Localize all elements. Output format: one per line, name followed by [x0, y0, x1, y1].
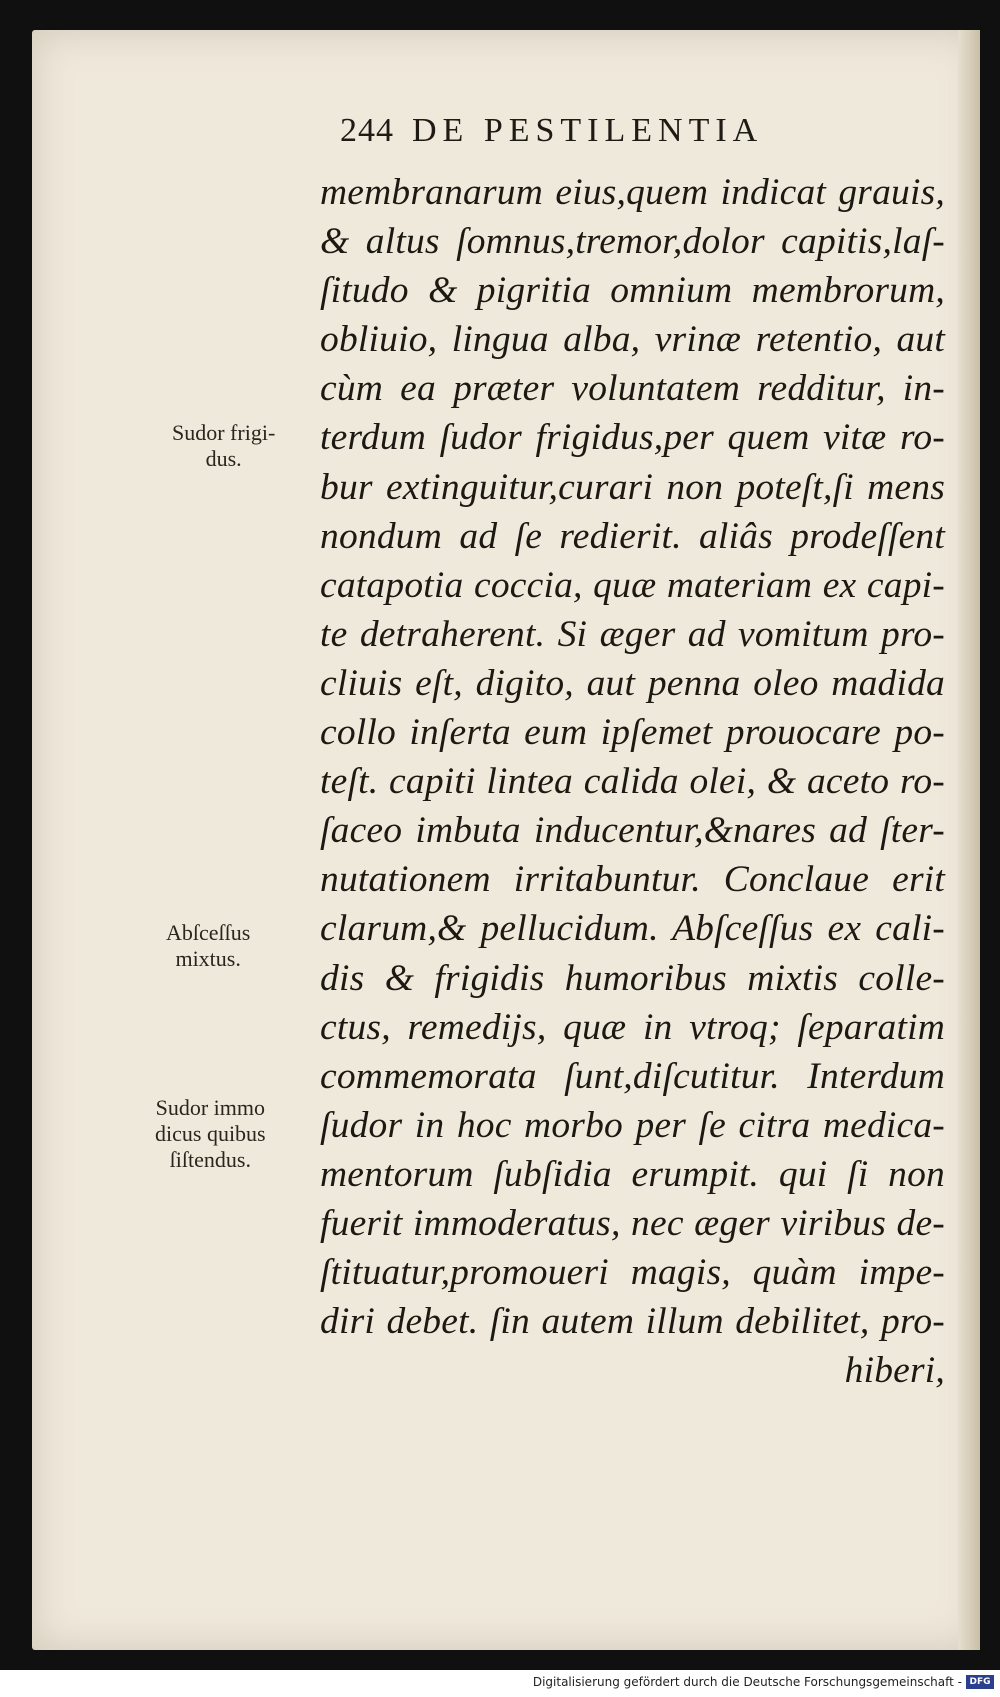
- marginal-note-line: ſiſtendus.: [169, 1147, 251, 1172]
- body-text: [320, 168, 945, 1395]
- text-line: ſudor in hoc morbo per ſe citra medica-: [320, 1104, 945, 1146]
- text-line: ctus, remedijs, quæ in vtroq; ſeparatim: [320, 1006, 945, 1048]
- text-line: mentorum ſubſidia erumpit. qui ſi non: [320, 1153, 945, 1195]
- marginal-note-sudor-immodicus: [155, 1095, 266, 1173]
- text-line: & altus ſomnus,tremor,dolor capitis,laſ-: [320, 221, 945, 263]
- dfg-logo: DFG: [966, 1675, 994, 1689]
- text-line: dis & frigidis humoribus mixtis colle-: [320, 957, 945, 999]
- marginal-note-line: Abſceſſus: [166, 920, 251, 945]
- running-head: [340, 112, 860, 150]
- marginal-note-sudor-frigidus: [172, 420, 275, 472]
- text-line: nutationem irritabuntur. Conclaue erit: [320, 859, 945, 901]
- running-title: DE PESTILENTIA: [412, 112, 764, 149]
- page-number: 244: [340, 112, 394, 149]
- marginal-note-line: mixtus.: [175, 946, 241, 971]
- text-line: bur extinguitur,curari non poteſt,ſi mens: [320, 466, 945, 508]
- marginal-note-line: dus.: [205, 446, 242, 471]
- marginal-note-abscessus-mixtus: [166, 920, 250, 972]
- text-line: catapotia coccia, quæ materiam ex capi-: [320, 564, 945, 606]
- text-line: nondum ad ſe redierit. aliâs prodeſſent: [320, 515, 945, 557]
- text-line: clarum,& pellucidum. Abſceſſus ex cali-: [320, 908, 945, 950]
- text-line: ſitudo & pigritia omnium membrorum,: [320, 270, 945, 312]
- text-line: te detraherent. Si æger ad vomitum pro-: [320, 613, 945, 655]
- text-line: terdum ſudor frigidus,per quem vitæ ro-: [320, 417, 945, 459]
- funding-credit: Digitalisierung gefördert durch die Deutsche Forschungsgemeinschaft -: [532, 1675, 962, 1689]
- text-line: commemorata ſunt,diſcutitur. Interdum: [320, 1055, 945, 1097]
- marginal-note-line: Sudor immo: [155, 1095, 266, 1120]
- text-line: teſt. capiti lintea calida olei, & aceto ro-: [320, 761, 945, 803]
- text-line: cùm ea præter voluntatem redditur, in-: [320, 368, 945, 410]
- footer-bar: [0, 1670, 1000, 1697]
- page-edge: [958, 30, 980, 1650]
- text-line: ſaceo imbuta inducentur,&nares ad ſter-: [320, 810, 945, 852]
- text-line-catchword: hiberi,: [844, 1350, 945, 1392]
- text-line: membranarum eius,quem indicat grauis,: [320, 172, 945, 213]
- marginal-note-line: dicus quibus: [155, 1121, 266, 1146]
- text-line: obliuio, lingua alba, vrinæ retentio, aut: [320, 319, 945, 361]
- text-line: cliuis eſt, digito, aut penna oleo madida: [320, 662, 945, 704]
- text-line: diri debet. ſin autem illum debilitet, pro-: [320, 1301, 945, 1343]
- text-line: ſtituatur,promoueri magis, quàm impe-: [320, 1252, 945, 1294]
- marginal-note-line: Sudor frigi-: [172, 420, 276, 445]
- text-line: fuerit immoderatus, nec æger viribus de-: [320, 1202, 945, 1244]
- text-line: collo inſerta eum ipſemet prouocare po-: [320, 712, 945, 754]
